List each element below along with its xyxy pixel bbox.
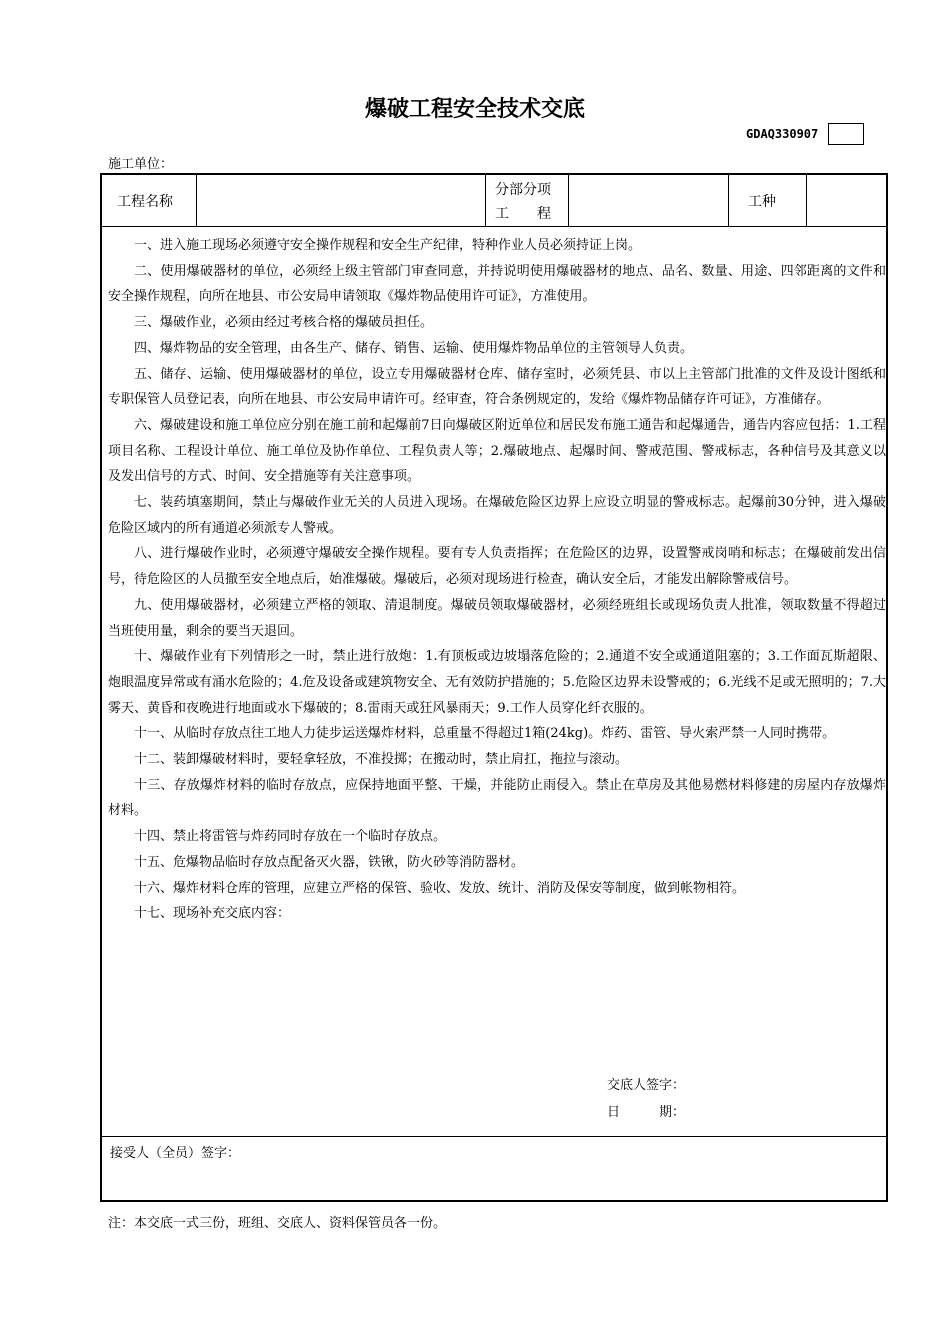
divider [728, 175, 729, 226]
clause-8: 八、进行爆破作业时，必须遵守爆破安全操作规程。要有专人负责指挥；在危险区的边界，设置警戒岗哨和标志；在爆破前发出信号，待危险区的人员撤至安全地点后，始准爆破。爆破后，必须对现场进行检查，确认安全后，才能发出解除警戒信号。 [108, 546, 886, 588]
clause-2: 二、使用爆破器材的单位，必须经上级主管部门审查同意，并持说明使用爆破器材的地点、品名、数量、用途、四邻距离的文件和安全操作规程，向所在地县、市公安局申请领取《爆炸物品使用许可证》，方准使用。 [108, 263, 886, 305]
clause-4: 四、爆炸物品的安全管理，由各生产、储存、销售、运输、使用爆炸物品单位的主管领导人负责。 [134, 340, 694, 356]
clause-14: 十四、禁止将雷管与炸药同时存放在一个临时存放点。 [134, 829, 447, 845]
page-title: 爆破工程安全技术交底 [364, 97, 585, 122]
sub-project-label-line2: 工 程 [495, 206, 551, 222]
project-name-field[interactable] [201, 175, 483, 226]
form-code-box[interactable] [828, 123, 864, 145]
trade-label: 工种 [748, 194, 776, 210]
discloser-signature-label: 交底人签字： [607, 1078, 686, 1093]
footer-note: 注：本交底一式三份，班组、交底人、资料保管员各一份。 [108, 1216, 447, 1231]
clause-6: 六、爆破建设和施工单位应分别在施工前和起爆前7日向爆破区附近单位和居民发布施工通告和起爆通告，通告内容应包括：1.工程项目名称、工程设计单位、施工单位及协作单位、工程负责人等；2.爆破地点、起爆时间、警戒范围、警戒标志，各种信号及其意义以及发出信号的方式、时间、安全措施等有关注意事项。 [108, 417, 886, 485]
divider [196, 175, 197, 226]
divider [806, 175, 807, 226]
divider [102, 1136, 886, 1137]
sub-project-label-line1: 分部分项 [495, 182, 551, 198]
project-name-label: 工程名称 [117, 194, 173, 210]
disclosure-content [108, 233, 886, 927]
clause-3: 三、爆破作业，必须由经过考核合格的爆破员担任。 [134, 315, 434, 331]
sub-project-field[interactable] [572, 175, 726, 226]
clause-7: 七、装药填塞期间，禁止与爆破作业无关的人员进入现场。在爆破危险区边界上应设立明显的警戒标志。起爆前30分钟，进入爆破危险区域内的所有通道必须派专人警戒。 [108, 495, 886, 536]
divider [568, 175, 569, 226]
clause-10: 十、爆破作业有下列情形之一时，禁止进行放炮：1.有顶板或边坡塌落危险的；2.通道不安全或通道阻塞的；3.工作面瓦斯超限、炮眼温度异常或有涌水危险的；4.危及设备或建筑物安全、无有效防护措施的；5.危险区边界未设警戒的；6.光线不足或无照明的；7.大雾天、黄昏和夜晚进行地面或水下爆破的；8.雷雨天或狂风暴雨天；9.工作人员穿化纤衣服的。 [108, 649, 886, 716]
clause-9: 九、使用爆破器材，必须建立严格的领取、清退制度。爆破员领取爆破器材，必须经班组长或现场负责人批准，领取数量不得超过当班使用量，剩余的要当天退回。 [108, 597, 886, 639]
divider [485, 175, 486, 226]
clause-1: 一、进入施工现场必须遵守安全操作规程和安全生产纪律，特种作业人员必须持证上岗。 [134, 238, 642, 253]
clause-5: 五、储存、运输、使用爆破器材的单位，设立专用爆破器材仓库、储存室时，必须凭县、市以上主管部门批准的文件及设计图纸和专职保管人员登记表，向所在地县、市公安局申请许可。经审查，符合条例规定的，发给《爆炸物品储存许可证》，方准储存。 [108, 366, 886, 408]
clause-17-supplement: 十七、现场补充交底内容： [134, 906, 291, 922]
clause-12: 十二、装卸爆破材料时，要轻拿轻放，不准投掷；在搬动时，禁止肩扛，拖拉与滚动。 [134, 752, 629, 768]
clause-15: 十五、危爆物品临时存放点配备灭火器，铁锹，防火砂等消防器材。 [134, 854, 525, 870]
date-label: 日 期： [607, 1105, 686, 1120]
trade-field[interactable] [810, 175, 884, 226]
receiver-signature-label: 接受人（全员）签字： [110, 1146, 241, 1161]
clause-13: 十三、存放爆炸材料的临时存放点，应保持地面平整、干燥，并能防止雨侵入。禁止在草房及其他易燃材料修建的房屋内存放爆炸材料。 [108, 777, 886, 819]
construction-unit-label: 施工单位： [108, 157, 174, 172]
disclosure-form [100, 173, 888, 1202]
clause-11: 十一、从临时存放点往工地人力徒步运送爆炸材料，总重量不得超过1箱(24kg)。炸药、雷管、导火索严禁一人同时携带。 [134, 726, 836, 742]
form-code: GDAQ330907 [746, 127, 819, 141]
table-header-row [102, 175, 886, 227]
clause-16: 十六、爆炸材料仓库的管理，应建立严格的保管、验收、发放、统计、消防及保安等制度，做到帐物相符。 [134, 880, 746, 896]
